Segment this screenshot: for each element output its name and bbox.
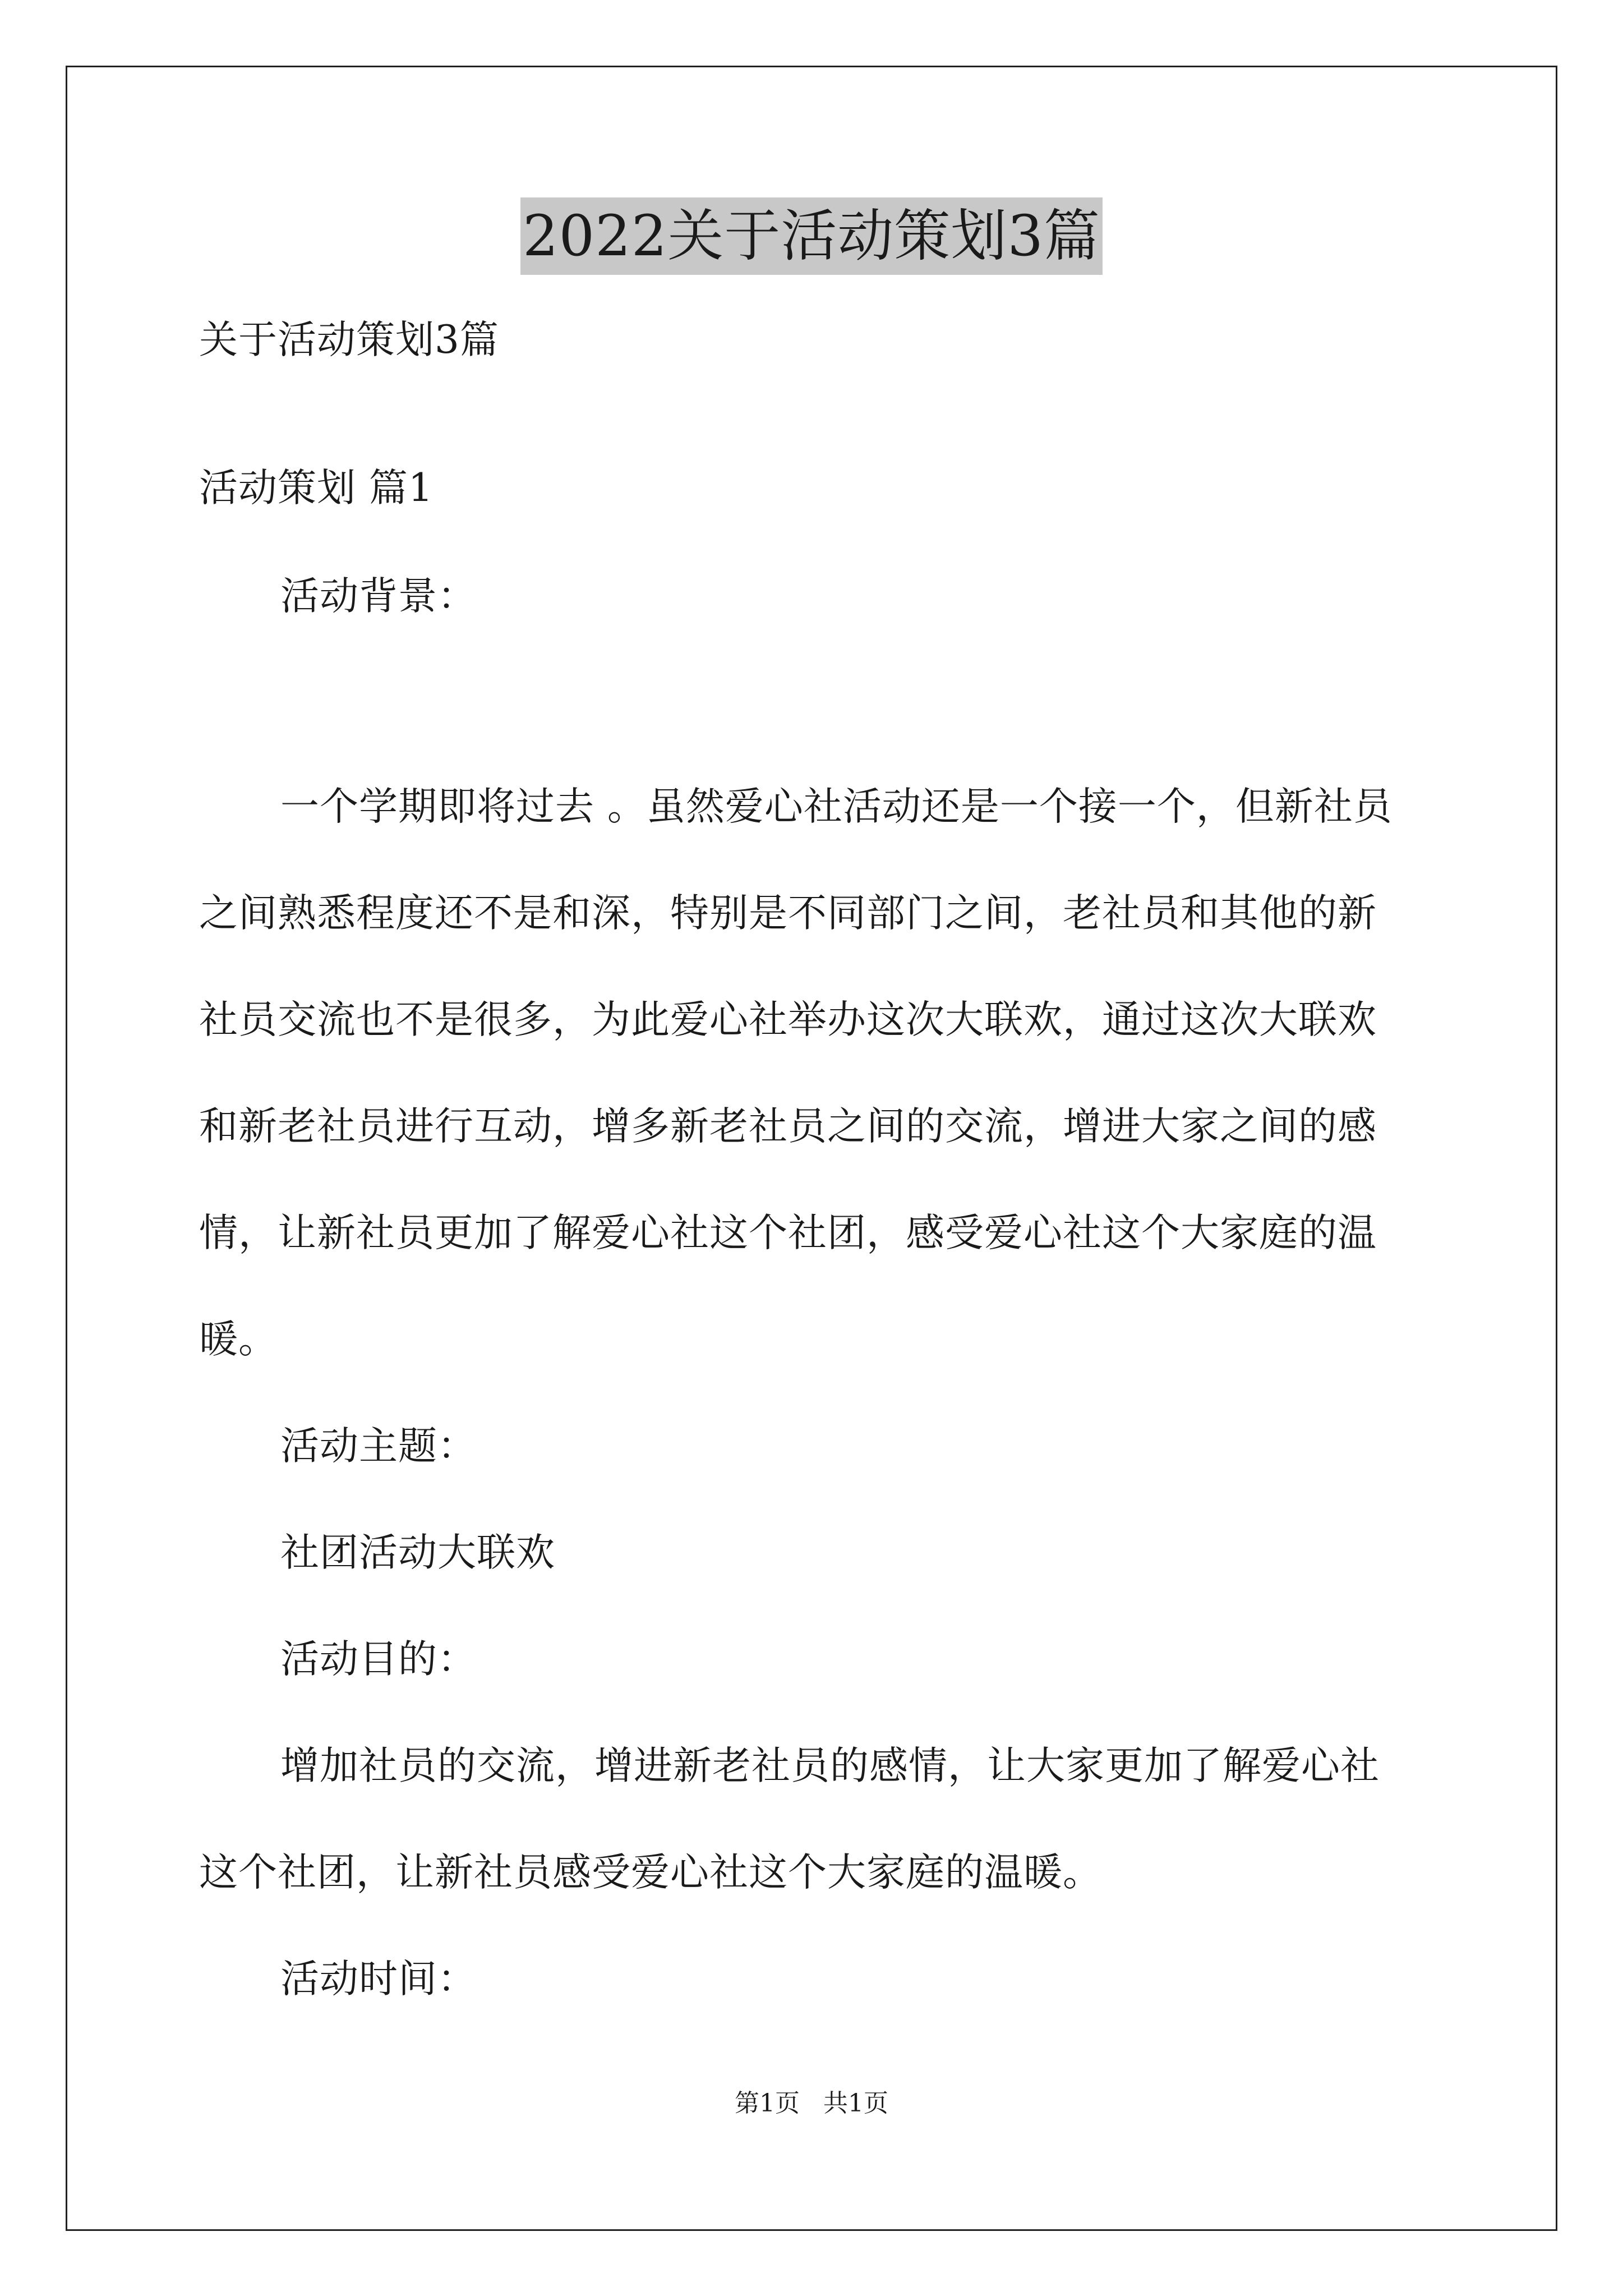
field-label-purpose: 活动目的： (280, 1637, 477, 1682)
paragraph-line: 社员交流也不是很多，为此爱心社举办这次大联欢，通过这次大联欢 (199, 997, 1377, 1042)
page-number-footer: 第1页 共1页 (735, 2089, 888, 2118)
document-title: 2022关于活动策划3篇 (520, 197, 1103, 275)
paragraph-line: 和新老社员进行互动，增多新老社员之间的交流，增进大家之间的感 (199, 1104, 1377, 1149)
subtitle-line: 关于活动策划3篇 (199, 318, 499, 362)
paragraph-line: 情，让新社员更加了解爱心社这个社团，感受爱心社这个大家庭的温 (199, 1211, 1377, 1255)
title-container (0, 197, 1623, 275)
paragraph-line: 一个学期即将过去 。虽然爱心社活动还是一个接一个，但新社员 (280, 784, 1393, 829)
paragraph-line: 之间熟悉程度还不是和深，特别是不同部门之间，老社员和其他的新 (199, 891, 1377, 936)
section-heading: 活动策划 篇1 (199, 466, 434, 510)
field-label-time: 活动时间： (280, 1957, 477, 2001)
paragraph-line: 增加社员的交流，增进新老社员的感情，让大家更加了解爱心社 (280, 1743, 1380, 1788)
theme-value: 社团活动大联欢 (280, 1530, 555, 1575)
field-label-background: 活动背景： (280, 574, 477, 619)
field-label-theme: 活动主题： (280, 1424, 477, 1469)
paragraph-line: 这个社团，让新社员感受爱心社这个大家庭的温暖。 (199, 1850, 1102, 1895)
paragraph-line: 暖。 (199, 1317, 278, 1362)
